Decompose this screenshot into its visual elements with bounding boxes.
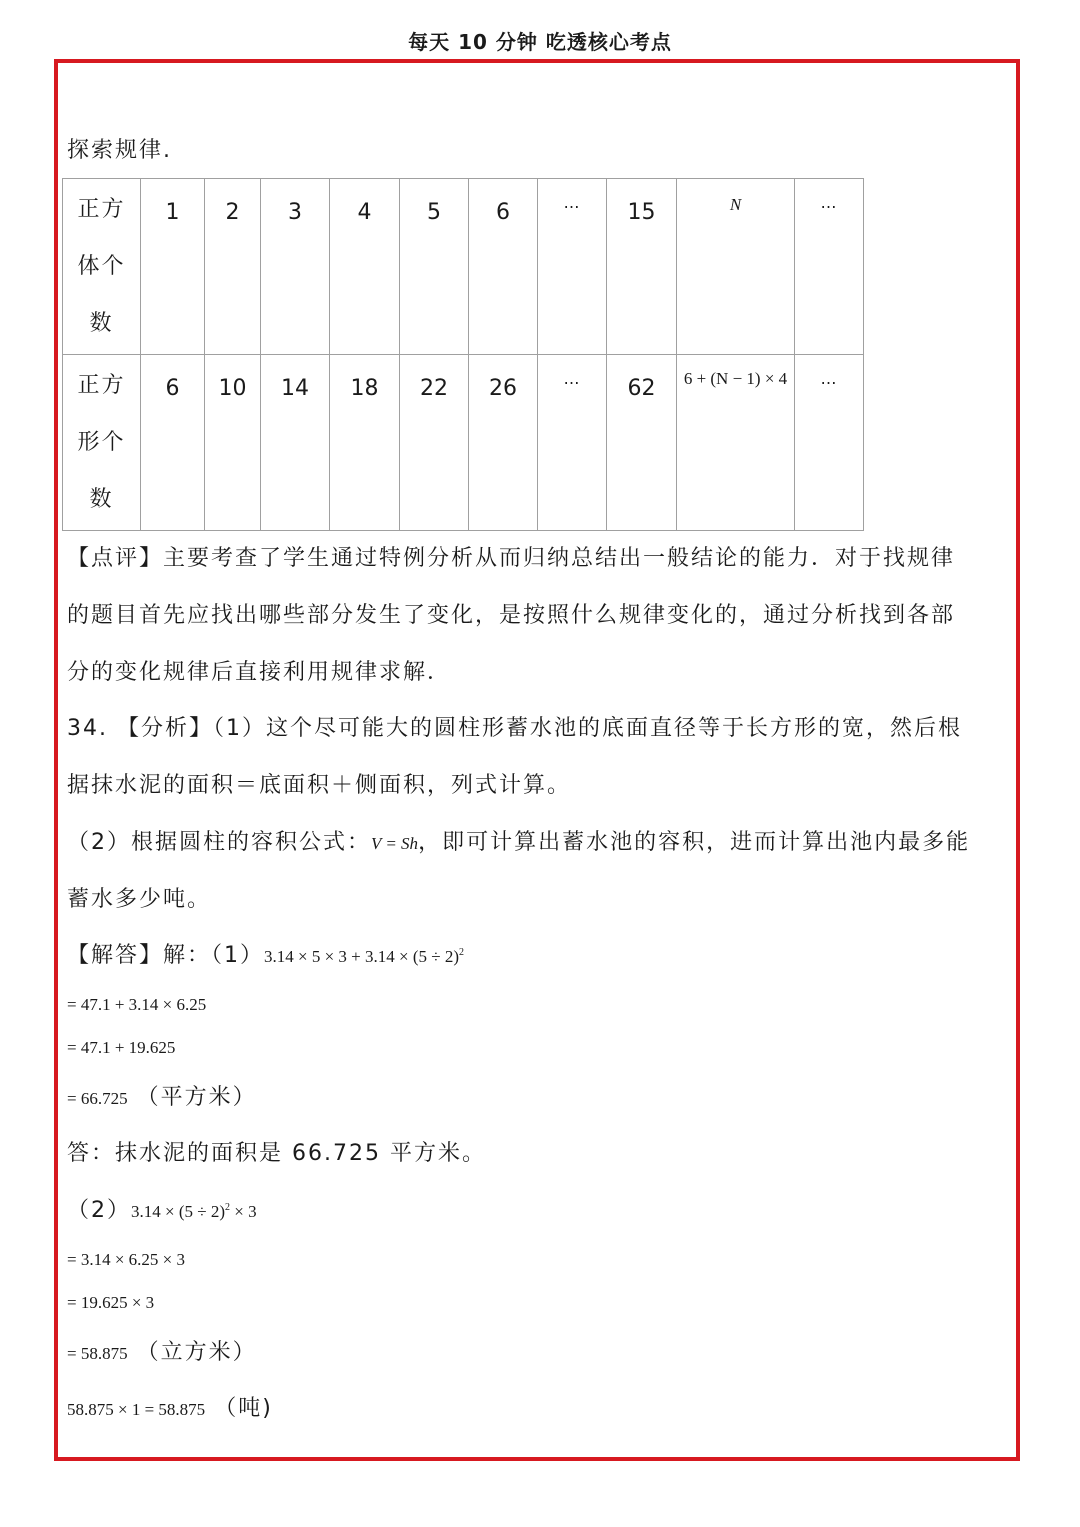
comment-line-3: 分的变化规律后直接利用规律求解． bbox=[67, 660, 452, 685]
q34-part1-step-2: = 47.1 + 19.625 bbox=[67, 1038, 176, 1057]
table-cell: 18 bbox=[330, 355, 400, 531]
q34-solution-part2-expr: $(2)3.14 \times (5 \div 2)^2 \times 3$ bbox=[67, 1198, 257, 1223]
q34-part1-step-1: = 47.1 + 3.14 × 6.25 bbox=[67, 995, 207, 1014]
q34-part2-step-2: = 19.625 × 3 bbox=[67, 1293, 155, 1312]
table-cell: 62 bbox=[607, 355, 677, 531]
page-header: 每天 10 分钟 吃透核心考点 bbox=[408, 30, 672, 54]
table-row bbox=[63, 179, 864, 355]
table-cell: 3 bbox=[261, 179, 330, 355]
pattern-table bbox=[62, 178, 864, 531]
table-cell: … bbox=[795, 355, 864, 531]
q34-part2-tonnage: 58.875 × 1 = 58.875 （吨) bbox=[67, 1396, 273, 1421]
formula-cell: 6 + (N − 1) × 4 bbox=[677, 355, 795, 531]
intro-text: 探索规律. bbox=[67, 138, 172, 163]
comment-line-1: 【点评】主要考查了学生通过特例分析从而归纳总结出一般结论的能力．对于找规律 bbox=[67, 546, 956, 571]
table-cell: … bbox=[538, 179, 607, 355]
q34-part2-step-3: = 58.875 （立方米） bbox=[67, 1340, 257, 1365]
comment-line-2: 的题目首先应找出哪些部分发生了变化，是按照什么规律变化的，通过分析找到各部 bbox=[67, 603, 956, 628]
table-cell: 4 bbox=[330, 179, 400, 355]
table-cell: 15 bbox=[607, 179, 677, 355]
q34-part1-step-3: = 66.725 （平方米） bbox=[67, 1085, 257, 1110]
table-cell: 1 bbox=[141, 179, 205, 355]
row-label-square-count: 正方 形个 数 bbox=[63, 355, 141, 531]
table-cell: 6 bbox=[469, 179, 538, 355]
q34-part2-step-1: = 3.14 × 6.25 × 3 bbox=[67, 1250, 186, 1269]
table-row bbox=[63, 355, 864, 531]
table-cell: N bbox=[677, 179, 795, 355]
q34-solution-part1-expr: 【解答】解：$(1)3.14 \times 5 \times 3 + 3.14 \times (5 \div 2)^2$ bbox=[67, 943, 465, 968]
q34-analysis-line-1: 34. 【分析】（1）这个尽可能大的圆柱形蓄水池的底面直径等于长方形的宽，然后根 bbox=[67, 716, 962, 741]
q34-analysis-line-3: （2）根据圆柱的容积公式：V = Sh，即可计算出蓄水池的容积，进而计算出池内最多能 bbox=[67, 830, 971, 855]
q34-analysis-line-4: 蓄水多少吨。 bbox=[67, 887, 212, 912]
table-cell: 26 bbox=[469, 355, 538, 531]
table-cell: 5 bbox=[400, 179, 469, 355]
table-cell: … bbox=[795, 179, 864, 355]
q34-analysis-line-2: 据抹水泥的面积＝底面积＋侧面积，列式计算。 bbox=[67, 773, 572, 798]
row-label-cube-count: 正方 体个 数 bbox=[63, 179, 141, 355]
q34-part1-answer: 答：抹水泥的面积是 66.725 平方米。 bbox=[67, 1141, 486, 1166]
table-cell: 2 bbox=[205, 179, 261, 355]
table-cell: 22 bbox=[400, 355, 469, 531]
table-cell: 10 bbox=[205, 355, 261, 531]
table-cell: 6 bbox=[141, 355, 205, 531]
table-cell: 14 bbox=[261, 355, 330, 531]
table-cell: … bbox=[538, 355, 607, 531]
